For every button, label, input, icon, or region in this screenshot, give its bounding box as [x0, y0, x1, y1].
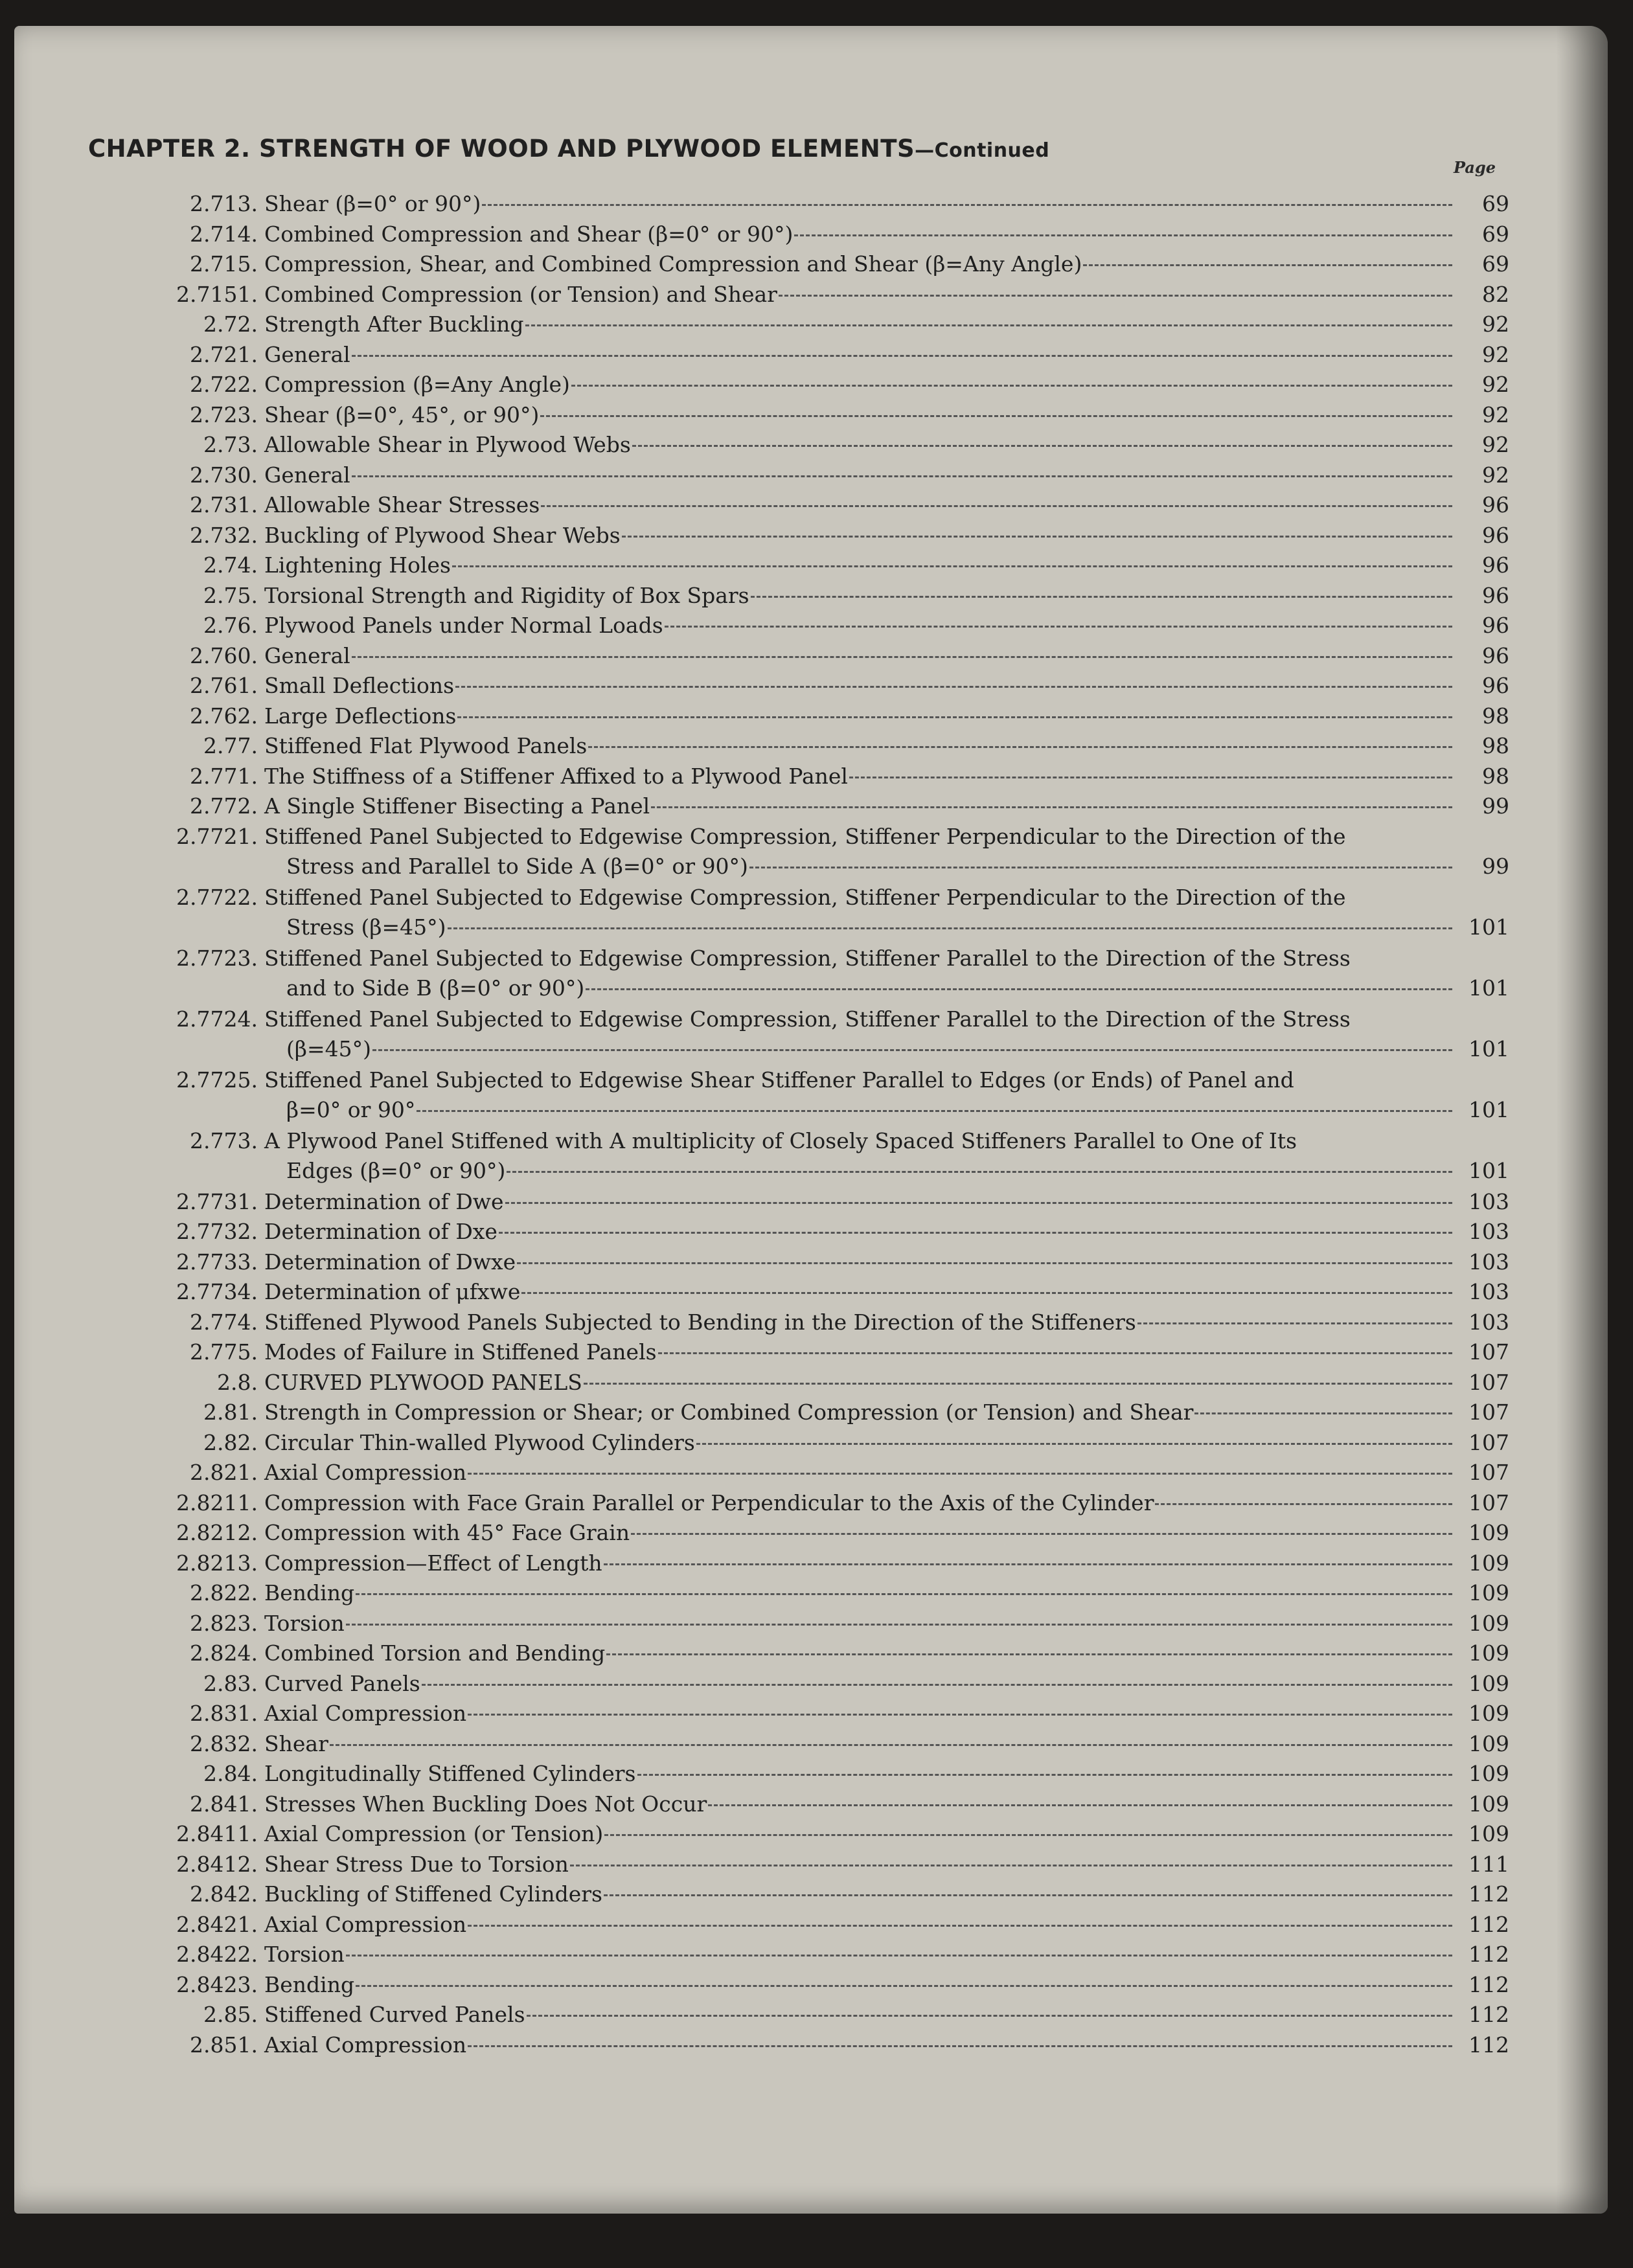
toc-entry-page: 98 [1482, 763, 1509, 789]
toc-entry-number: 2.822. [190, 1580, 258, 1605]
toc-entry-page: 92 [1482, 312, 1509, 337]
toc-entry-title: Axial Compression [264, 1701, 467, 1726]
toc-entry-title: Small Deflections [264, 673, 455, 698]
toc-entry-page: 103 [1468, 1219, 1509, 1244]
toc-entry[interactable] [97, 1126, 1516, 1186]
toc-entry-number: 2.8213. [176, 1550, 258, 1576]
dot-leader [505, 1202, 1452, 1204]
toc-entry-number: 2.7724. [176, 1006, 258, 1032]
toc-entry-page: 109 [1468, 1580, 1509, 1605]
toc-entry-number: 2.715. [190, 251, 258, 277]
toc-entry[interactable] [97, 310, 1516, 339]
toc-entry-page: 96 [1482, 642, 1509, 668]
toc-entry-title: Torsion [264, 1610, 345, 1636]
toc-entry-number: 2.72. [203, 312, 258, 337]
dot-leader [527, 2015, 1452, 2017]
toc-entry-title: Allowable Shear in Plywood Webs [264, 432, 631, 457]
dot-leader [448, 927, 1452, 929]
toc-entry-number: 2.831. [190, 1701, 258, 1726]
toc-entry-number: 2.823. [190, 1610, 258, 1636]
toc-entry-number: 2.73. [203, 432, 258, 457]
toc-entry-page: 92 [1482, 402, 1509, 427]
toc-entry-page: 98 [1482, 733, 1509, 758]
chapter-heading-text: CHAPTER 2. STRENGTH OF WOOD AND PLYWOOD ELEMENTS [88, 135, 915, 163]
dot-leader [570, 1865, 1452, 1866]
dot-leader [632, 445, 1452, 447]
toc-entry-number: 2.774. [190, 1309, 258, 1335]
toc-entry-number: 2.82. [203, 1429, 258, 1455]
toc-entry-number: 2.8411. [176, 1821, 258, 1846]
toc-entry[interactable] [97, 1187, 1516, 1217]
toc-entry[interactable] [97, 1004, 1516, 1064]
toc-entry-title-line1: A Plywood Panel Stiffened with A multiplicity of Closely Spaced Stiffeners Parallel to One of Its [264, 1128, 1297, 1153]
toc-entry-page: 109 [1468, 1821, 1509, 1846]
toc-entry[interactable] [97, 611, 1516, 641]
toc-entry[interactable] [97, 791, 1516, 821]
toc-entry[interactable] [97, 762, 1516, 791]
toc-entry[interactable] [97, 1850, 1516, 1879]
toc-entry-page: 96 [1482, 582, 1509, 608]
dot-leader [604, 1894, 1452, 1896]
toc-entry-title: Combined Compression (or Tension) and Shear [264, 281, 777, 307]
toc-entry[interactable] [97, 1910, 1516, 1940]
toc-entry[interactable] [97, 1940, 1516, 1969]
toc-entry-number: 2.7732. [176, 1219, 258, 1244]
toc-entry-title: Compression with 45° Face Grain [264, 1520, 630, 1545]
toc-entry-number: 2.81. [203, 1400, 258, 1425]
toc-entry[interactable] [97, 1458, 1516, 1488]
toc-entry-title: Stiffened Flat Plywood Panels [264, 733, 588, 758]
toc-entry-title-line1: Stiffened Panel Subjected to Edgewise Compression, Stiffener Parallel to the Direction of the Stress [264, 1006, 1351, 1032]
dot-leader [346, 1955, 1452, 1956]
toc-entry[interactable] [97, 2000, 1516, 2030]
toc-entry-page: 96 [1482, 522, 1509, 548]
toc-entry-number: 2.7722. [176, 884, 258, 910]
toc-entry-title: Shear (β=0° or 90°) [264, 191, 481, 216]
toc-entry-title: General [264, 462, 350, 488]
toc-entry-page: 101 [1468, 1096, 1509, 1122]
dot-leader [455, 686, 1452, 688]
toc-entry-title: The Stiffness of a Stiffener Affixed to a Plywood Panel [264, 763, 848, 789]
toc-entry-number: 2.84. [203, 1761, 258, 1786]
toc-entry-title: Edges (β=0° or 90°) [286, 1157, 506, 1183]
toc-entry-page: 92 [1482, 341, 1509, 367]
toc-entry-title: Shear [264, 1730, 328, 1756]
toc-entry[interactable] [97, 1669, 1516, 1699]
toc-entry[interactable] [97, 521, 1516, 550]
toc-entry-page: 92 [1482, 462, 1509, 488]
toc-entry-title: Stiffened Plywood Panels Subjected to Bending in the Direction of the Stiffeners [264, 1309, 1136, 1335]
toc-entry-page: 96 [1482, 673, 1509, 698]
toc-entry-page: 109 [1468, 1791, 1509, 1817]
dot-leader [794, 234, 1452, 236]
toc-entry-page: 107 [1468, 1490, 1509, 1515]
dot-leader [521, 1292, 1452, 1294]
dot-leader [468, 1473, 1452, 1475]
toc-entry[interactable] [97, 1398, 1516, 1427]
dot-leader [468, 1714, 1452, 1716]
toc-entry[interactable] [97, 280, 1516, 310]
toc-entry-number: 2.77. [203, 733, 258, 758]
toc-entry-page: 101 [1468, 914, 1509, 940]
dot-leader [457, 716, 1452, 718]
toc-entry-title: Compression—Effect of Length [264, 1550, 602, 1576]
dot-leader [499, 1232, 1452, 1234]
toc-entry[interactable] [97, 1368, 1516, 1398]
toc-entry[interactable] [97, 550, 1516, 580]
toc-entry[interactable] [97, 2030, 1516, 2060]
toc-entry[interactable] [97, 1729, 1516, 1759]
toc-entry-title: Stiffened Curved Panels [264, 2002, 525, 2027]
toc-entry-title: Shear Stress Due to Torsion [264, 1851, 569, 1877]
toc-entry-page: 109 [1468, 1550, 1509, 1576]
toc-entry-title: Buckling of Stiffened Cylinders [264, 1881, 602, 1907]
toc-entry-number: 2.722. [190, 372, 258, 397]
toc-entry[interactable] [97, 1578, 1516, 1608]
dot-leader [1194, 1412, 1452, 1414]
dot-leader [606, 1653, 1452, 1655]
toc-entry-page: 112 [1468, 1942, 1509, 1967]
toc-entry-number: 2.7151. [176, 281, 258, 307]
toc-entry-title: Longitudinally Stiffened Cylinders [264, 1761, 636, 1786]
toc-entry-number: 2.775. [190, 1339, 258, 1365]
toc-entry-page: 107 [1468, 1429, 1509, 1455]
toc-entry[interactable] [97, 883, 1516, 942]
toc-entry-title: Axial Compression [264, 2032, 467, 2058]
toc-entry-number: 2.7733. [176, 1249, 258, 1275]
toc-entry[interactable] [97, 249, 1516, 279]
toc-entry[interactable] [97, 490, 1516, 520]
dot-leader [658, 1352, 1452, 1354]
toc-entry-number: 2.773. [190, 1128, 258, 1153]
toc-entry-number: 2.732. [190, 522, 258, 548]
toc-entry-number: 2.841. [190, 1791, 258, 1817]
toc-entry-title: Compression, Shear, and Combined Compression and Shear (β=Any Angle) [264, 251, 1082, 277]
toc-entry-page: 96 [1482, 492, 1509, 517]
toc-entry[interactable] [97, 370, 1516, 400]
toc-entry-number: 2.8212. [176, 1520, 258, 1545]
toc-entry-number: 2.723. [190, 402, 258, 427]
toc-entry-number: 2.731. [190, 492, 258, 517]
toc-entry[interactable] [97, 1217, 1516, 1247]
toc-entry-title: Compression (β=Any Angle) [264, 372, 570, 397]
dot-leader [422, 1684, 1452, 1686]
dot-leader [571, 385, 1452, 387]
toc-entry-number: 2.76. [203, 613, 258, 638]
toc-entry-page: 103 [1468, 1188, 1509, 1214]
dot-leader [1137, 1322, 1452, 1324]
toc-entry-title: Axial Compression [264, 1911, 467, 1937]
toc-entry-number: 2.824. [190, 1640, 258, 1666]
toc-entry-title: Modes of Failure in Stiffened Panels [264, 1339, 657, 1365]
toc-entry[interactable] [97, 1970, 1516, 2000]
toc-entry-number: 2.821. [190, 1460, 258, 1485]
dot-leader [584, 1383, 1452, 1385]
toc-entry-number: 2.83. [203, 1670, 258, 1696]
dot-leader [352, 355, 1452, 357]
toc-entry[interactable] [97, 1308, 1516, 1337]
toc-entry-number: 2.713. [190, 191, 258, 216]
toc-entry[interactable] [97, 701, 1516, 731]
dot-leader [751, 596, 1452, 598]
toc-entry-title: Axial Compression (or Tension) [264, 1821, 604, 1846]
dot-leader [849, 777, 1452, 778]
toc-entry[interactable] [97, 1065, 1516, 1125]
toc-entry[interactable] [97, 731, 1516, 761]
toc-entry-title: A Single Stiffener Bisecting a Panel [264, 793, 650, 819]
toc-entry-number: 2.721. [190, 341, 258, 367]
toc-entry-page: 92 [1482, 372, 1509, 397]
toc-entry-number: 2.75. [203, 582, 258, 608]
toc-entry-page: 96 [1482, 613, 1509, 638]
dot-leader [665, 626, 1452, 628]
toc-entry-page: 112 [1468, 2032, 1509, 2058]
toc-entry-number: 2.8422. [176, 1942, 258, 1967]
toc-entry-page: 107 [1468, 1400, 1509, 1425]
dot-leader [749, 867, 1452, 868]
toc-entry-page: 101 [1468, 1157, 1509, 1183]
toc-entry[interactable] [97, 1548, 1516, 1578]
dot-leader [696, 1443, 1452, 1445]
toc-entry-number: 2.7723. [176, 945, 258, 971]
dot-leader [346, 1624, 1452, 1626]
toc-entry-title: Stress and Parallel to Side A (β=0° or 90°) [286, 853, 748, 879]
toc-entry-number: 2.8421. [176, 1911, 258, 1937]
toc-entry-title: (β=45°) [286, 1036, 371, 1061]
dot-leader [525, 324, 1452, 326]
toc-entry[interactable] [97, 1609, 1516, 1639]
toc-entry-title-line1: Stiffened Panel Subjected to Edgewise Compression, Stiffener Parallel to the Direction of the Stress [264, 945, 1351, 971]
dot-leader [468, 2045, 1452, 2047]
toc-entry-number: 2.851. [190, 2032, 258, 2058]
toc-entry-title: and to Side B (β=0° or 90°) [286, 975, 585, 1001]
toc-entry-number: 2.842. [190, 1881, 258, 1907]
toc-entry-title: Torsion [264, 1942, 345, 1967]
toc-entry[interactable] [97, 1759, 1516, 1789]
toc-entry-number: 2.7731. [176, 1188, 258, 1214]
dot-leader [651, 806, 1452, 808]
dot-leader [468, 1925, 1452, 1927]
dot-leader [356, 1985, 1452, 1987]
dot-leader [604, 1563, 1452, 1565]
toc-entry[interactable] [97, 1789, 1516, 1819]
toc-entry[interactable] [97, 460, 1516, 490]
toc-entry[interactable] [97, 430, 1516, 460]
toc-entry-page: 109 [1468, 1610, 1509, 1636]
toc-entry-title: β=0° or 90° [286, 1096, 416, 1122]
toc-entry[interactable] [97, 1337, 1516, 1367]
toc-entry-number: 2.760. [190, 642, 258, 668]
toc-entry-page: 82 [1482, 281, 1509, 307]
toc-entry[interactable] [97, 1277, 1516, 1307]
dot-leader [622, 536, 1452, 538]
toc-entry-page: 109 [1468, 1701, 1509, 1726]
toc-entry-page: 96 [1482, 552, 1509, 578]
toc-entry-number: 2.8412. [176, 1851, 258, 1877]
toc-entry-title: Lightening Holes [264, 552, 451, 578]
toc-entry-page: 109 [1468, 1640, 1509, 1666]
toc-entry-number: 2.8. [217, 1369, 258, 1395]
toc-entry-page: 101 [1468, 975, 1509, 1001]
toc-entry[interactable] [97, 1247, 1516, 1277]
toc-entry-title: Combined Torsion and Bending [264, 1640, 606, 1666]
toc-entry-title: Determination of μfxwe [264, 1279, 521, 1304]
toc-entry-page: 109 [1468, 1730, 1509, 1756]
dot-leader [482, 204, 1452, 206]
toc-entry-page: 69 [1482, 221, 1509, 247]
toc-entry[interactable] [97, 1819, 1516, 1849]
toc-entry-number: 2.714. [190, 221, 258, 247]
toc-entry-number: 2.730. [190, 462, 258, 488]
toc-entry[interactable] [97, 340, 1516, 370]
toc-entry[interactable] [97, 944, 1516, 1003]
toc-entry-number: 2.85. [203, 2002, 258, 2027]
toc-entry-page: 99 [1482, 853, 1509, 879]
toc-entry-title: Determination of Dwe [264, 1188, 504, 1214]
toc-entry-page: 98 [1482, 703, 1509, 729]
dot-leader [1083, 264, 1452, 266]
toc-entry-title: Stress (β=45°) [286, 914, 446, 940]
toc-entry-page: 112 [1468, 1881, 1509, 1907]
toc-entry-title: General [264, 341, 350, 367]
toc-entry[interactable] [97, 1518, 1516, 1548]
dot-leader [356, 1593, 1452, 1595]
toc-entry-title: Buckling of Plywood Shear Webs [264, 522, 621, 548]
toc-entry-number: 2.8211. [176, 1490, 258, 1515]
toc-entry-title: Allowable Shear Stresses [264, 492, 540, 517]
dot-leader [779, 295, 1452, 297]
toc-entry-page: 107 [1468, 1460, 1509, 1485]
toc-entry[interactable] [97, 220, 1516, 249]
toc-entry-page: 111 [1468, 1851, 1509, 1877]
chapter-heading [88, 135, 1049, 163]
dot-leader [1155, 1503, 1452, 1505]
toc-entry-title: Strength After Buckling [264, 312, 524, 337]
toc-entry-title: Determination of Dwxe [264, 1249, 516, 1275]
toc-entry[interactable] [97, 1428, 1516, 1458]
toc-entry-number: 2.761. [190, 673, 258, 698]
toc-entry[interactable] [97, 400, 1516, 430]
toc-entry-title: Curved Panels [264, 1670, 420, 1696]
toc-entry-page: 109 [1468, 1520, 1509, 1545]
toc-entry-title: General [264, 642, 350, 668]
dot-leader [541, 505, 1452, 507]
toc-entry-number: 2.772. [190, 793, 258, 819]
toc-entry[interactable] [97, 189, 1516, 219]
toc-entry[interactable] [97, 1699, 1516, 1729]
toc-entry-number: 2.7721. [176, 823, 258, 849]
toc-entry-title: Bending [264, 1580, 355, 1605]
toc-entry-title: Large Deflections [264, 703, 457, 729]
toc-entry-number: 2.762. [190, 703, 258, 729]
dot-leader [507, 1171, 1452, 1173]
toc-entry-number: 2.7725. [176, 1067, 258, 1093]
toc-entry-title: Determination of Dxe [264, 1219, 497, 1244]
toc-entry[interactable] [97, 1639, 1516, 1668]
toc-entry[interactable] [97, 1879, 1516, 1909]
toc-entry-title: Axial Compression [264, 1460, 467, 1485]
toc-entry[interactable] [97, 581, 1516, 611]
toc-entry-page: 69 [1482, 251, 1509, 277]
dot-leader [540, 415, 1452, 417]
toc-entry-page: 109 [1468, 1761, 1509, 1786]
dot-leader [631, 1533, 1452, 1535]
dot-leader [604, 1834, 1452, 1836]
toc-entry-title: Plywood Panels under Normal Loads [264, 613, 663, 638]
toc-entry[interactable] [97, 641, 1516, 671]
toc-entry-page: 107 [1468, 1369, 1509, 1395]
dot-leader [352, 656, 1452, 658]
dot-leader [637, 1774, 1453, 1776]
toc-entry-title: Torsional Strength and Rigidity of Box Spars [264, 582, 749, 608]
toc-entry-page: 112 [1468, 2002, 1509, 2027]
toc-entry-number: 2.7734. [176, 1279, 258, 1304]
toc-entry-number: 2.771. [190, 763, 258, 789]
toc-entry-title: Stresses When Buckling Does Not Occur [264, 1791, 707, 1817]
dot-leader [588, 746, 1452, 748]
dot-leader [330, 1744, 1452, 1746]
toc-entry-title: Strength in Compression or Shear; or Combined Compression (or Tension) and Shear [264, 1400, 1194, 1425]
toc-entry-page: 101 [1468, 1036, 1509, 1061]
toc-entry-title: Combined Compression and Shear (β=0° or 90°) [264, 221, 794, 247]
chapter-heading-continued: —Continued [915, 139, 1050, 162]
dot-leader [352, 475, 1452, 477]
toc-entry-page: 103 [1468, 1249, 1509, 1275]
toc-entry-title-line1: Stiffened Panel Subjected to Edgewise Compression, Stiffener Perpendicular to the Direction of the [264, 823, 1346, 849]
toc-entry-title: Bending [264, 1971, 355, 1997]
dot-leader [452, 565, 1452, 567]
toc-entry-number: 2.74. [203, 552, 258, 578]
toc-entry-number: 2.8423. [176, 1971, 258, 1997]
dot-leader [372, 1049, 1452, 1051]
toc-entry-title-line1: Stiffened Panel Subjected to Edgewise Compression, Stiffener Perpendicular to the Direction of the [264, 884, 1346, 910]
toc-entry-page: 112 [1468, 1971, 1509, 1997]
toc-entry-title: Circular Thin-walled Plywood Cylinders [264, 1429, 695, 1455]
toc-entry-page: 69 [1482, 191, 1509, 216]
toc-entry-page: 112 [1468, 1911, 1509, 1937]
dot-leader [517, 1262, 1452, 1264]
toc-entry-title: CURVED PLYWOOD PANELS [264, 1369, 582, 1395]
page-column-label: Page [1454, 158, 1496, 177]
toc-entry-title: Shear (β=0°, 45°, or 90°) [264, 402, 540, 427]
toc-entry-page: 109 [1468, 1670, 1509, 1696]
toc-entry-page: 99 [1482, 793, 1509, 819]
toc-entry-title-line1: Stiffened Panel Subjected to Edgewise Shear Stiffener Parallel to Edges (or Ends) of Panel and [264, 1067, 1294, 1093]
toc-entry-page: 103 [1468, 1309, 1509, 1335]
toc-entry[interactable] [97, 671, 1516, 701]
dot-leader [708, 1804, 1452, 1806]
toc-entry-page: 92 [1482, 432, 1509, 457]
toc-entry[interactable] [97, 1488, 1516, 1518]
toc-entry-page: 107 [1468, 1339, 1509, 1365]
toc-entry[interactable] [97, 822, 1516, 881]
dot-leader [586, 988, 1452, 990]
toc-entry-page: 103 [1468, 1279, 1509, 1304]
toc-entry-title: Compression with Face Grain Parallel or Perpendicular to the Axis of the Cylinder [264, 1490, 1154, 1515]
page-edge-shadow [1556, 26, 1608, 2214]
dot-leader [417, 1110, 1452, 1112]
toc-entry-number: 2.832. [190, 1730, 258, 1756]
